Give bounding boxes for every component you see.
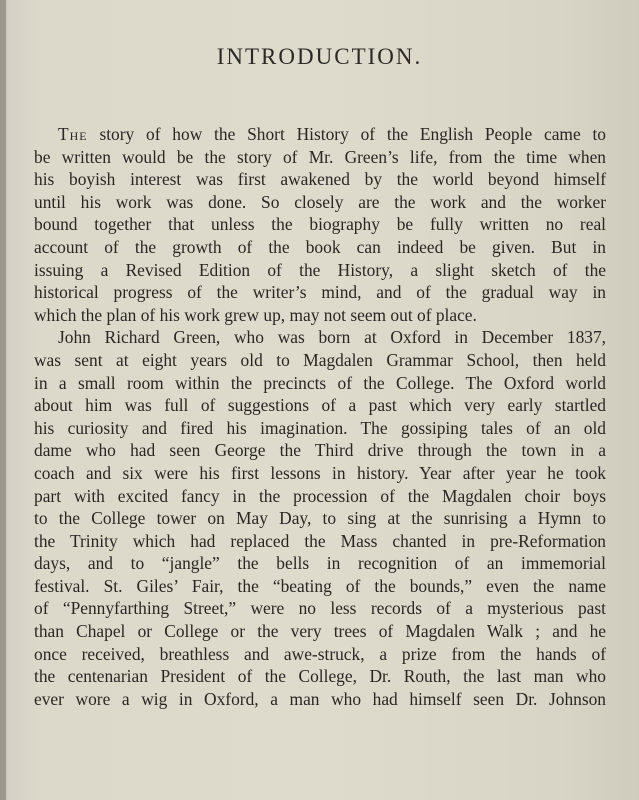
paragraph-2-line-15: once received, breathless and awe-struck, a prize from the hands of <box>34 643 606 664</box>
paragraph-2-line-10: the Trinity which had replaced the Mass chanted in pre-Reformation <box>34 530 606 551</box>
paragraph-1-line-6: account of the growth of the book can indeed be given. But in <box>34 236 606 257</box>
paragraph-2-line-14: than Chapel or College or the very trees of Magdalen Walk ; and he <box>34 621 606 642</box>
paragraph-2-line-16: the centenarian President of the College, Dr. Routh, the last man who <box>34 666 606 687</box>
paragraph-2-line-8: part with excited fancy in the procession of the Magdalen choir boys <box>34 485 606 506</box>
page-gutter-shadow <box>0 0 6 800</box>
paragraph-2-line-2: was sent at eight years old to Magdalen Grammar School, then held <box>34 349 606 370</box>
paragraph-1-line-4: until his work was done. So closely are the work and the worker <box>34 191 606 212</box>
paragraph-2-line-11: days, and to “jangle” the bells in recognition of an immemorial <box>34 553 606 574</box>
paragraph-2-line-3: in a small room within the precincts of the College. The Oxford world <box>34 372 606 393</box>
paragraph-2-line-1: John Richard Green, who was born at Oxford in December 1837, <box>58 327 606 348</box>
body-text <box>34 123 606 710</box>
paragraph-2-line-17: ever wore a wig in Oxford, a man who had himself seen Dr. Johnson <box>34 688 606 709</box>
paragraph-2-line-4: about him was full of suggestions of a past which very early startled <box>34 395 606 416</box>
paragraph-1-line-5: bound together that unless the biography be fully written no real <box>34 214 606 235</box>
paragraph-lead-word: The <box>58 124 88 144</box>
paragraph-1-line-1 <box>34 123 606 146</box>
paragraph-2-line-9: to the College tower on May Day, to sing at the sunrising a Hymn to <box>34 508 606 529</box>
paragraph-2-line-12: festival. St. Giles’ Fair, the “beating of the bounds,” even the name <box>34 575 606 596</box>
paragraph-2-line-6: dame who had seen George the Third drive through the town in a <box>34 440 606 461</box>
paragraph-1-line-1-text: story of how the Short History of the English People came to <box>99 124 606 144</box>
chapter-title: INTRODUCTION. <box>216 44 423 69</box>
paragraph-1-line-3: his boyish interest was first awakened by the world beyond himself <box>34 169 606 190</box>
paragraph-2-line-5: his curiosity and fired his imagination. The gossiping tales of an old <box>34 417 606 438</box>
paragraph-1-line-9: which the plan of his work grew up, may not seem out of place. <box>34 304 477 325</box>
paragraph-2-line-13: of “Pennyfarthing Street,” were no less records of a mysterious past <box>34 598 606 619</box>
paragraph-1-line-8: historical progress of the writer’s mind, and of the gradual way in <box>34 282 606 303</box>
paragraph-1-line-7: issuing a Revised Edition of the History, a slight sketch of the <box>34 259 606 280</box>
paragraph-1-line-2: be written would be the story of Mr. Green’s life, from the time when <box>34 146 606 167</box>
paragraph-2-line-7: coach and six were his first lessons in history. Year after year he took <box>34 462 606 483</box>
